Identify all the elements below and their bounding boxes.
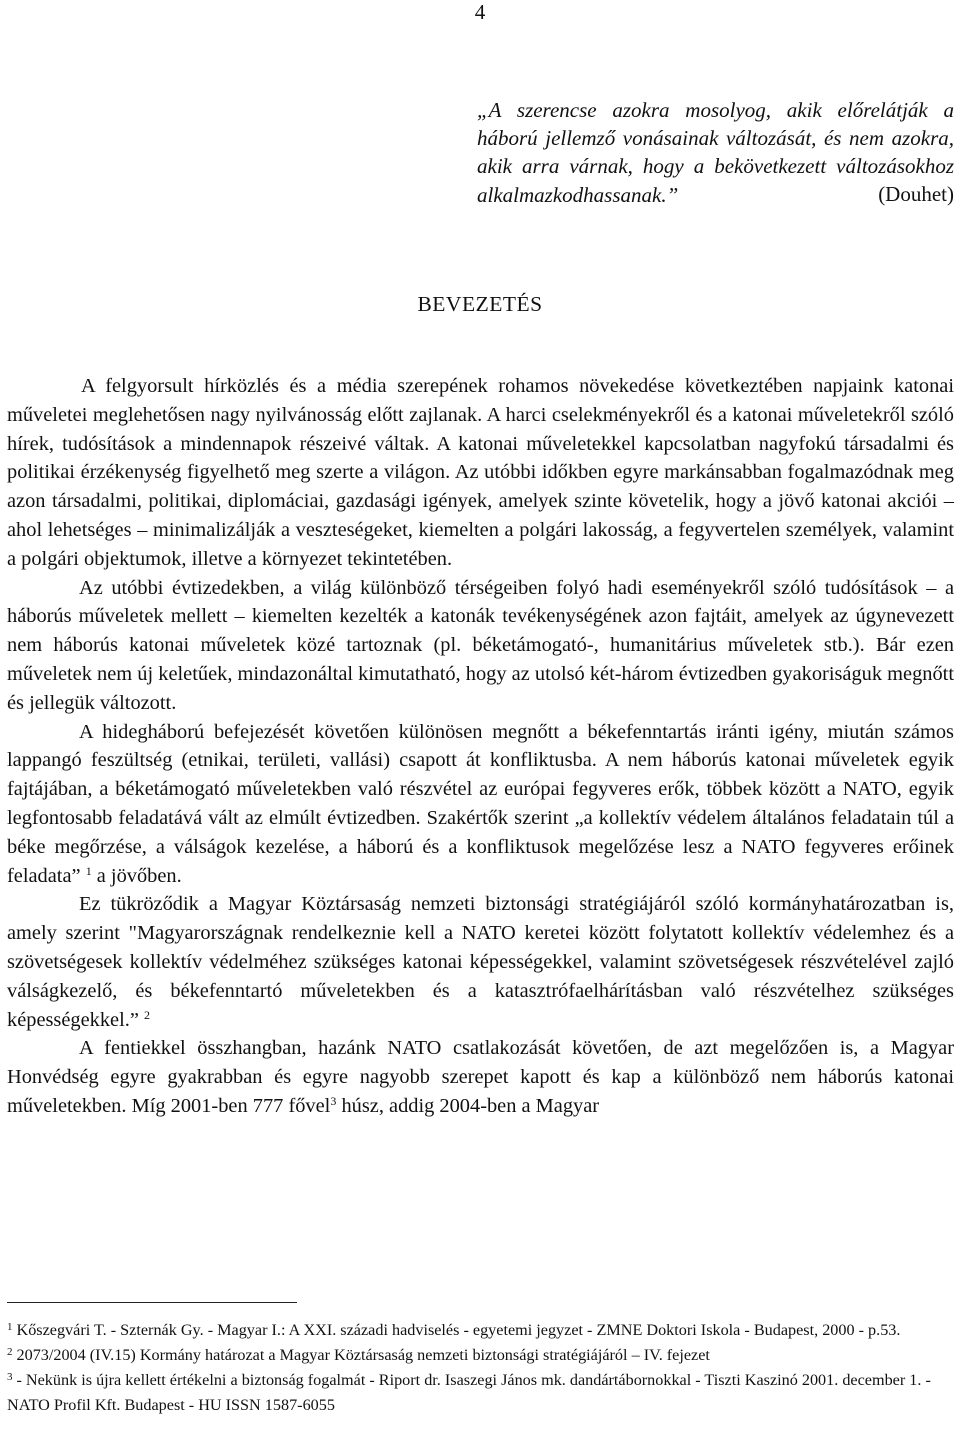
footnote-divider: [7, 1302, 297, 1303]
paragraph-5: [7, 1034, 954, 1120]
footnote-number-1: 1: [7, 1321, 13, 1333]
paragraph-4: [7, 890, 954, 1034]
footnote-1: [7, 1318, 954, 1343]
paragraph-3: [7, 718, 954, 891]
footnote-text-2: 2073/2004 (IV.15) Kormány határozat a Magyar Köztársaság nemzeti biztonsági stratégiájáról – IV. fejezet: [16, 1346, 710, 1364]
page-number: 4: [474, 0, 486, 24]
footnote-2: [7, 1343, 954, 1368]
footnote-ref-2: 2: [144, 1007, 151, 1022]
section-heading: BEVEZETÉS: [417, 292, 543, 316]
paragraph-1: A felgyorsult hírközlés és a média szerepének rohamos növekedése következtében napjaink katonai műveletei meglehetősen nagy nyilvánosság előtt zajlanak. A harci cselekményekről és a katonai műveletekről szóló hírek, tudósítások a mindennapok részeivé váltak. A katonai műveletekkel kapcsolatban nagyfokú társadalmi és politikai érzékenység figyelhető meg szerte a világon. Az utóbbi időkben egyre markánsabban fogalmazódnak meg azon társadalmi, politikai, diplomáciai, gazdasági igények, amelyek szinte követelik, hogy a jövő katonai akciói – ahol lehetséges – minimalizálják a veszteségeket, kiemelten a polgári lakosság, a fegyvertelen személyek, valamint a polgári objektumok, illetve a környezet tekintetében.: [7, 375, 954, 570]
footnote-ref-1: 1: [85, 863, 92, 878]
footnote-text-1: Kőszegvári T. - Szternák Gy. - Magyar I.: A XXI. századi hadviselés - egyetemi jegyzet - ZMNE Doktori Iskola - Budapest, 2000 - p.53.: [16, 1321, 901, 1339]
footnotes: [7, 1318, 954, 1418]
paragraph-5-tail: húsz, addig 2004-ben a Magyar: [336, 1094, 600, 1117]
paragraph-2: Az utóbbi évtizedekben, a világ különböző térségeiben folyó hadi eseményekről szóló tudósítások – a háborús műveletek mellett – kiemelten kezelték a katonák tevékenységének azon fajtáit, amelyek az úgynevezett nem háborús katonai műveletek közé tartoznak (pl. béketámogató-, humanitárius műveletek stb.). Bár ezen műveletek nem új keletűek, mindazonáltal kimutatható, hogy az utolsó két-három évtizedben gyakoriságuk megnőtt és jellegük változott.: [7, 576, 954, 714]
paragraph-4-text: Ez tükröződik a Magyar Köztársaság nemzeti biztonsági stratégiájáról szóló kormányhatározatban is, amely szerint "Magyarországnak rendelkeznie kell a NATO keretei között folytatott kollektív védelemhez és a szövetségesek kollektív védelméhez szükséges katonai képességekkel, valamint szövetségesek részvételével zajló válságkezelő, és békefenntartó műveletekben és a katasztrófaelhárításban való részvételhez szükséges képességekkel.”: [7, 893, 954, 1031]
motto-text: „A szerencse azokra mosolyog, akik előrelátják a háború jellemző vonásainak változását, és nem azokra, akik arra várnak, hogy a bekövetkezett változásokhoz alkalmazkodhassanak.”: [477, 98, 954, 207]
paragraph-3-tail: a jövőben.: [91, 864, 182, 887]
body-text: [7, 372, 954, 1121]
footnote-text-3: - Nekünk is újra kellett értékelni a biztonság fogalmát - Riport dr. Isaszegi János mk. dandártábornokkal - Tiszti Kaszinó 2001. december 1. - NATO Profil Kft. Budapest - HU ISSN 1587-6055: [7, 1371, 931, 1414]
footnote-3: [7, 1368, 954, 1418]
paragraph-5-text: A fentiekkel összhangban, hazánk NATO csatlakozását követően, de azt megelőzően is, a Magyar Honvédség egyre gyakrabban és egyre nagyobb szerepet kapott és kap a különböző nem háborús katonai műveletekben. Míg 2001-ben 777 fővel: [7, 1037, 954, 1117]
footnote-number-2: 2: [7, 1346, 13, 1358]
motto-author: (Douhet): [878, 182, 954, 206]
footnote-ref-3: 3: [330, 1093, 337, 1108]
paragraph-3-text: A hidegháború befejezését követően különösen megnőtt a békefenntartás iránti igény, miután számos lappangó feszültség (etnikai, területi, vallási) csapott át konfliktusba. A nem háborús katonai műveletek egyik fajtájában, a béketámogató műveletekben való részvétel az európai fegyveres erők, többek között a NATO, egyik legfontosabb feladatává vált az elmúlt évtizedben. Szakértők szerint „a kollektív védelem általános feladatain túl a béke megőrzése, a válságok kezelése, a háború és a konfliktusok megelőzése lesz a NATO fegyveres erőinek feladata”: [7, 720, 954, 887]
footnote-number-3: 3: [7, 1371, 13, 1383]
